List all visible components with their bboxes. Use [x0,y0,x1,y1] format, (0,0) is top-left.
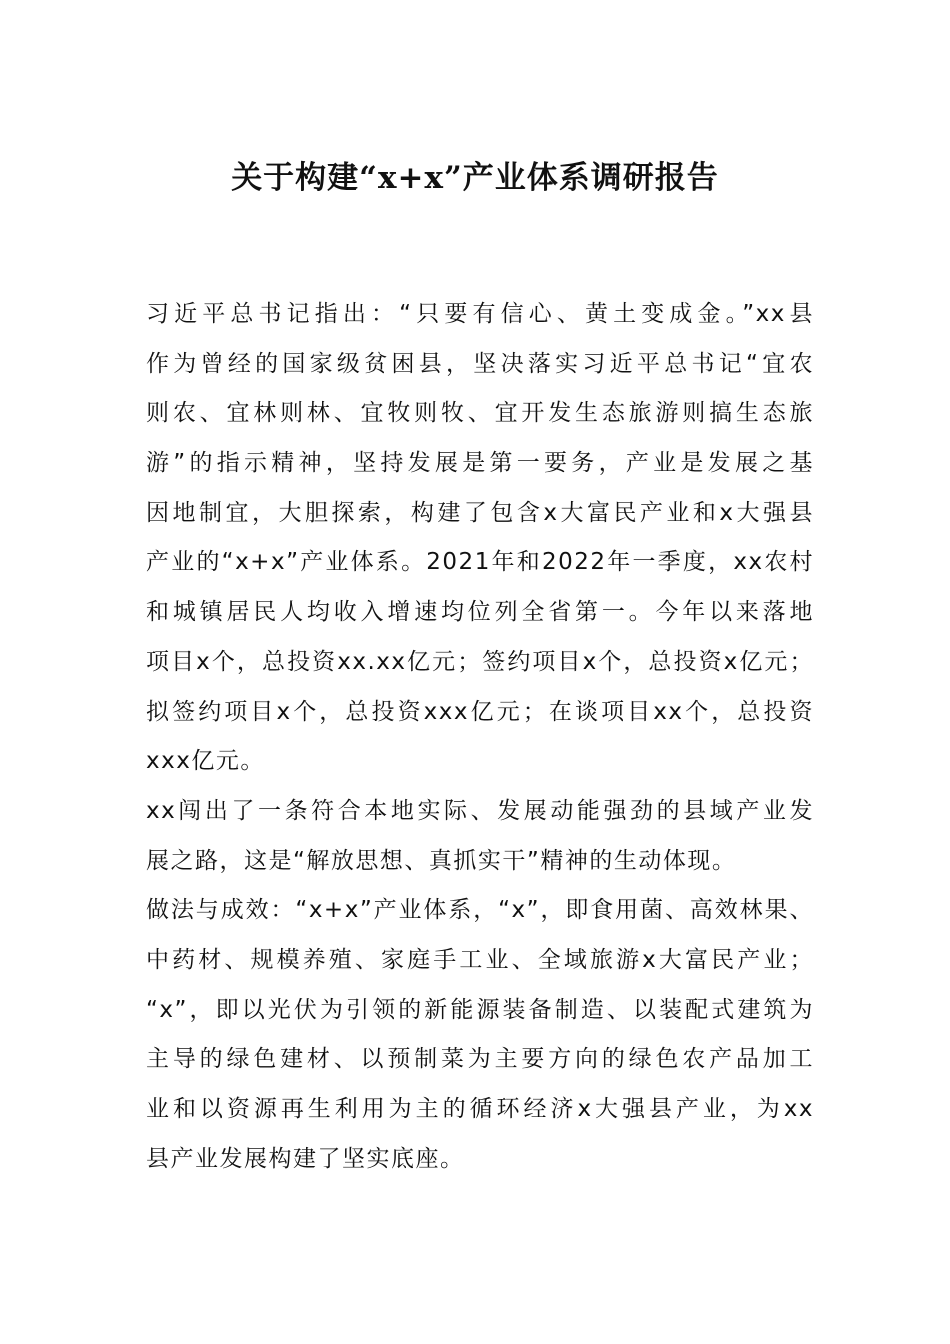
text-line: 则农、宜林则林、宜牧则牧、宜开发生态旅游则搞生态旅 [146,400,814,427]
document-body [146,290,814,1184]
text-line: xxx亿元。 [146,748,265,775]
text-line: 和城镇居民人均收入增速均位列全省第一。今年以来落地 [146,599,814,626]
text-line: 产业的“x+x”产业体系。2021年和2022年一季度，xx农村 [146,549,814,576]
text-line: 展之路，这是“解放思想、真抓实干”精神的生动体现。 [146,847,737,874]
text-line: 主导的绿色建材、以预制菜为主要方向的绿色农产品加工 [146,1046,814,1073]
text-line: 游”的指示精神，坚持发展是第一要务，产业是发展之基 [146,450,814,477]
text-line: 因地制宜，大胆探索，构建了包含x大富民产业和x大强县 [146,499,814,526]
text-line: 拟签约项目x个，总投资xxx亿元；在谈项目xx个，总投资 [146,698,814,725]
text-line: 县产业发展构建了坚实底座。 [146,1145,465,1172]
text-line: 习近平总书记指出：“只要有信心、黄土变成金。”xx县 [146,301,814,327]
text-line: 项目x个，总投资xx.xx亿元；签约项目x个，总投资x亿元； [146,648,814,675]
document-title: 关于构建“x+x”产业体系调研报告 [231,160,719,196]
text-line: “x”，即以光伏为引领的新能源装备制造、以装配式建筑为 [146,996,814,1023]
text-line: 业和以资源再生利用为主的循环经济x大强县产业，为xx [146,1096,814,1122]
text-line: 作为曾经的国家级贫困县，坚决落实习近平总书记“宜农 [146,350,814,377]
text-line: 中药材、规模养殖、家庭手工业、全域旅游x大富民产业； [146,946,814,973]
text-line: 做法与成效：“x+x”产业体系，“x”，即食用菌、高效林果、 [146,897,814,924]
text-line: xx闯出了一条符合本地实际、发展动能强劲的县域产业发 [146,797,814,824]
